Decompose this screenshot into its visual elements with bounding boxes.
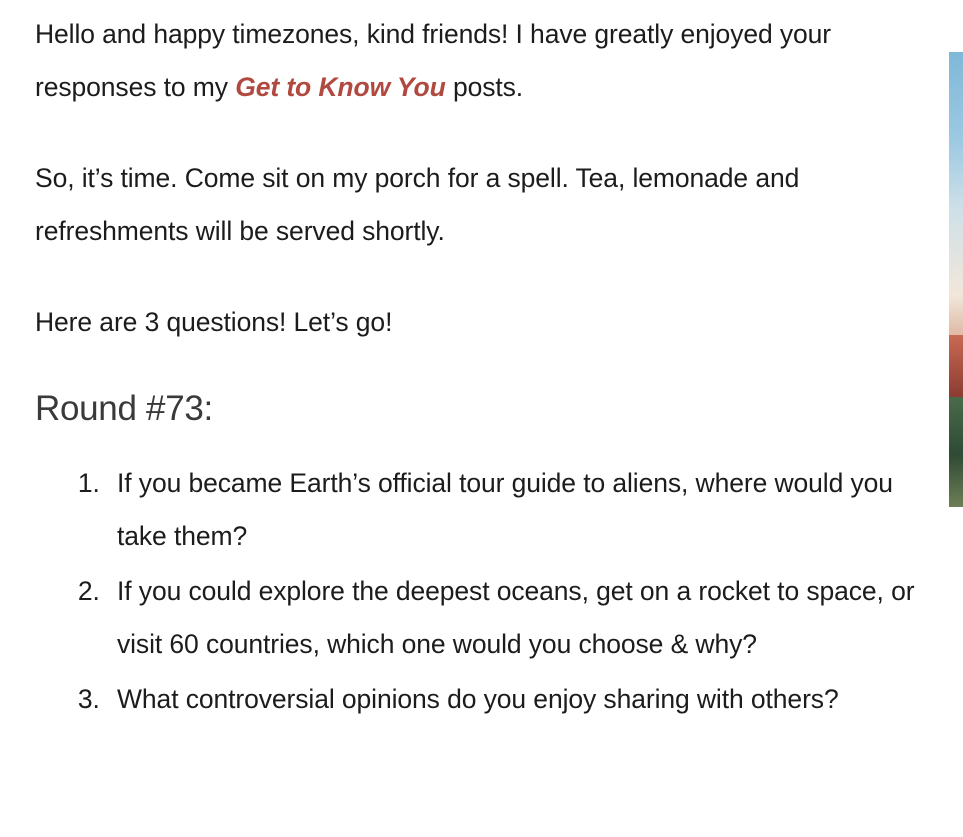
photo-band — [949, 295, 963, 335]
list-item: 1. If you became Earth’s official tour guide to aliens, where would you take them? — [107, 457, 940, 563]
side-photo-sliver — [949, 52, 963, 507]
photo-band — [949, 397, 963, 455]
paragraph-intro — [35, 8, 940, 114]
paragraph-porch: So, it’s time. Come sit on my porch for a spell. Tea, lemonade and refreshments will be served shortly. — [35, 163, 800, 246]
paragraph-intro-text-after: posts. — [445, 72, 524, 102]
questions-list — [35, 457, 940, 726]
photo-band — [949, 335, 963, 397]
photo-band — [949, 140, 963, 210]
round-heading: Round #73: — [35, 389, 213, 428]
get-to-know-you-link[interactable]: Get to Know You — [235, 72, 446, 102]
list-item: 2. If you could explore the deepest oceans, get on a rocket to space, or visit 60 countries, which one would you choose & why? — [107, 565, 940, 671]
paragraph-questions-lead: Here are 3 questions! Let’s go! — [35, 307, 393, 337]
photo-band — [949, 52, 963, 140]
photo-band — [949, 455, 963, 507]
paragraph-intro-text-before: Hello and happy timezones, kind friends! I have greatly enjoyed your responses to my — [35, 19, 832, 102]
photo-band — [949, 210, 963, 295]
list-item: 3. What controversial opinions do you enjoy sharing with others? — [107, 673, 940, 726]
